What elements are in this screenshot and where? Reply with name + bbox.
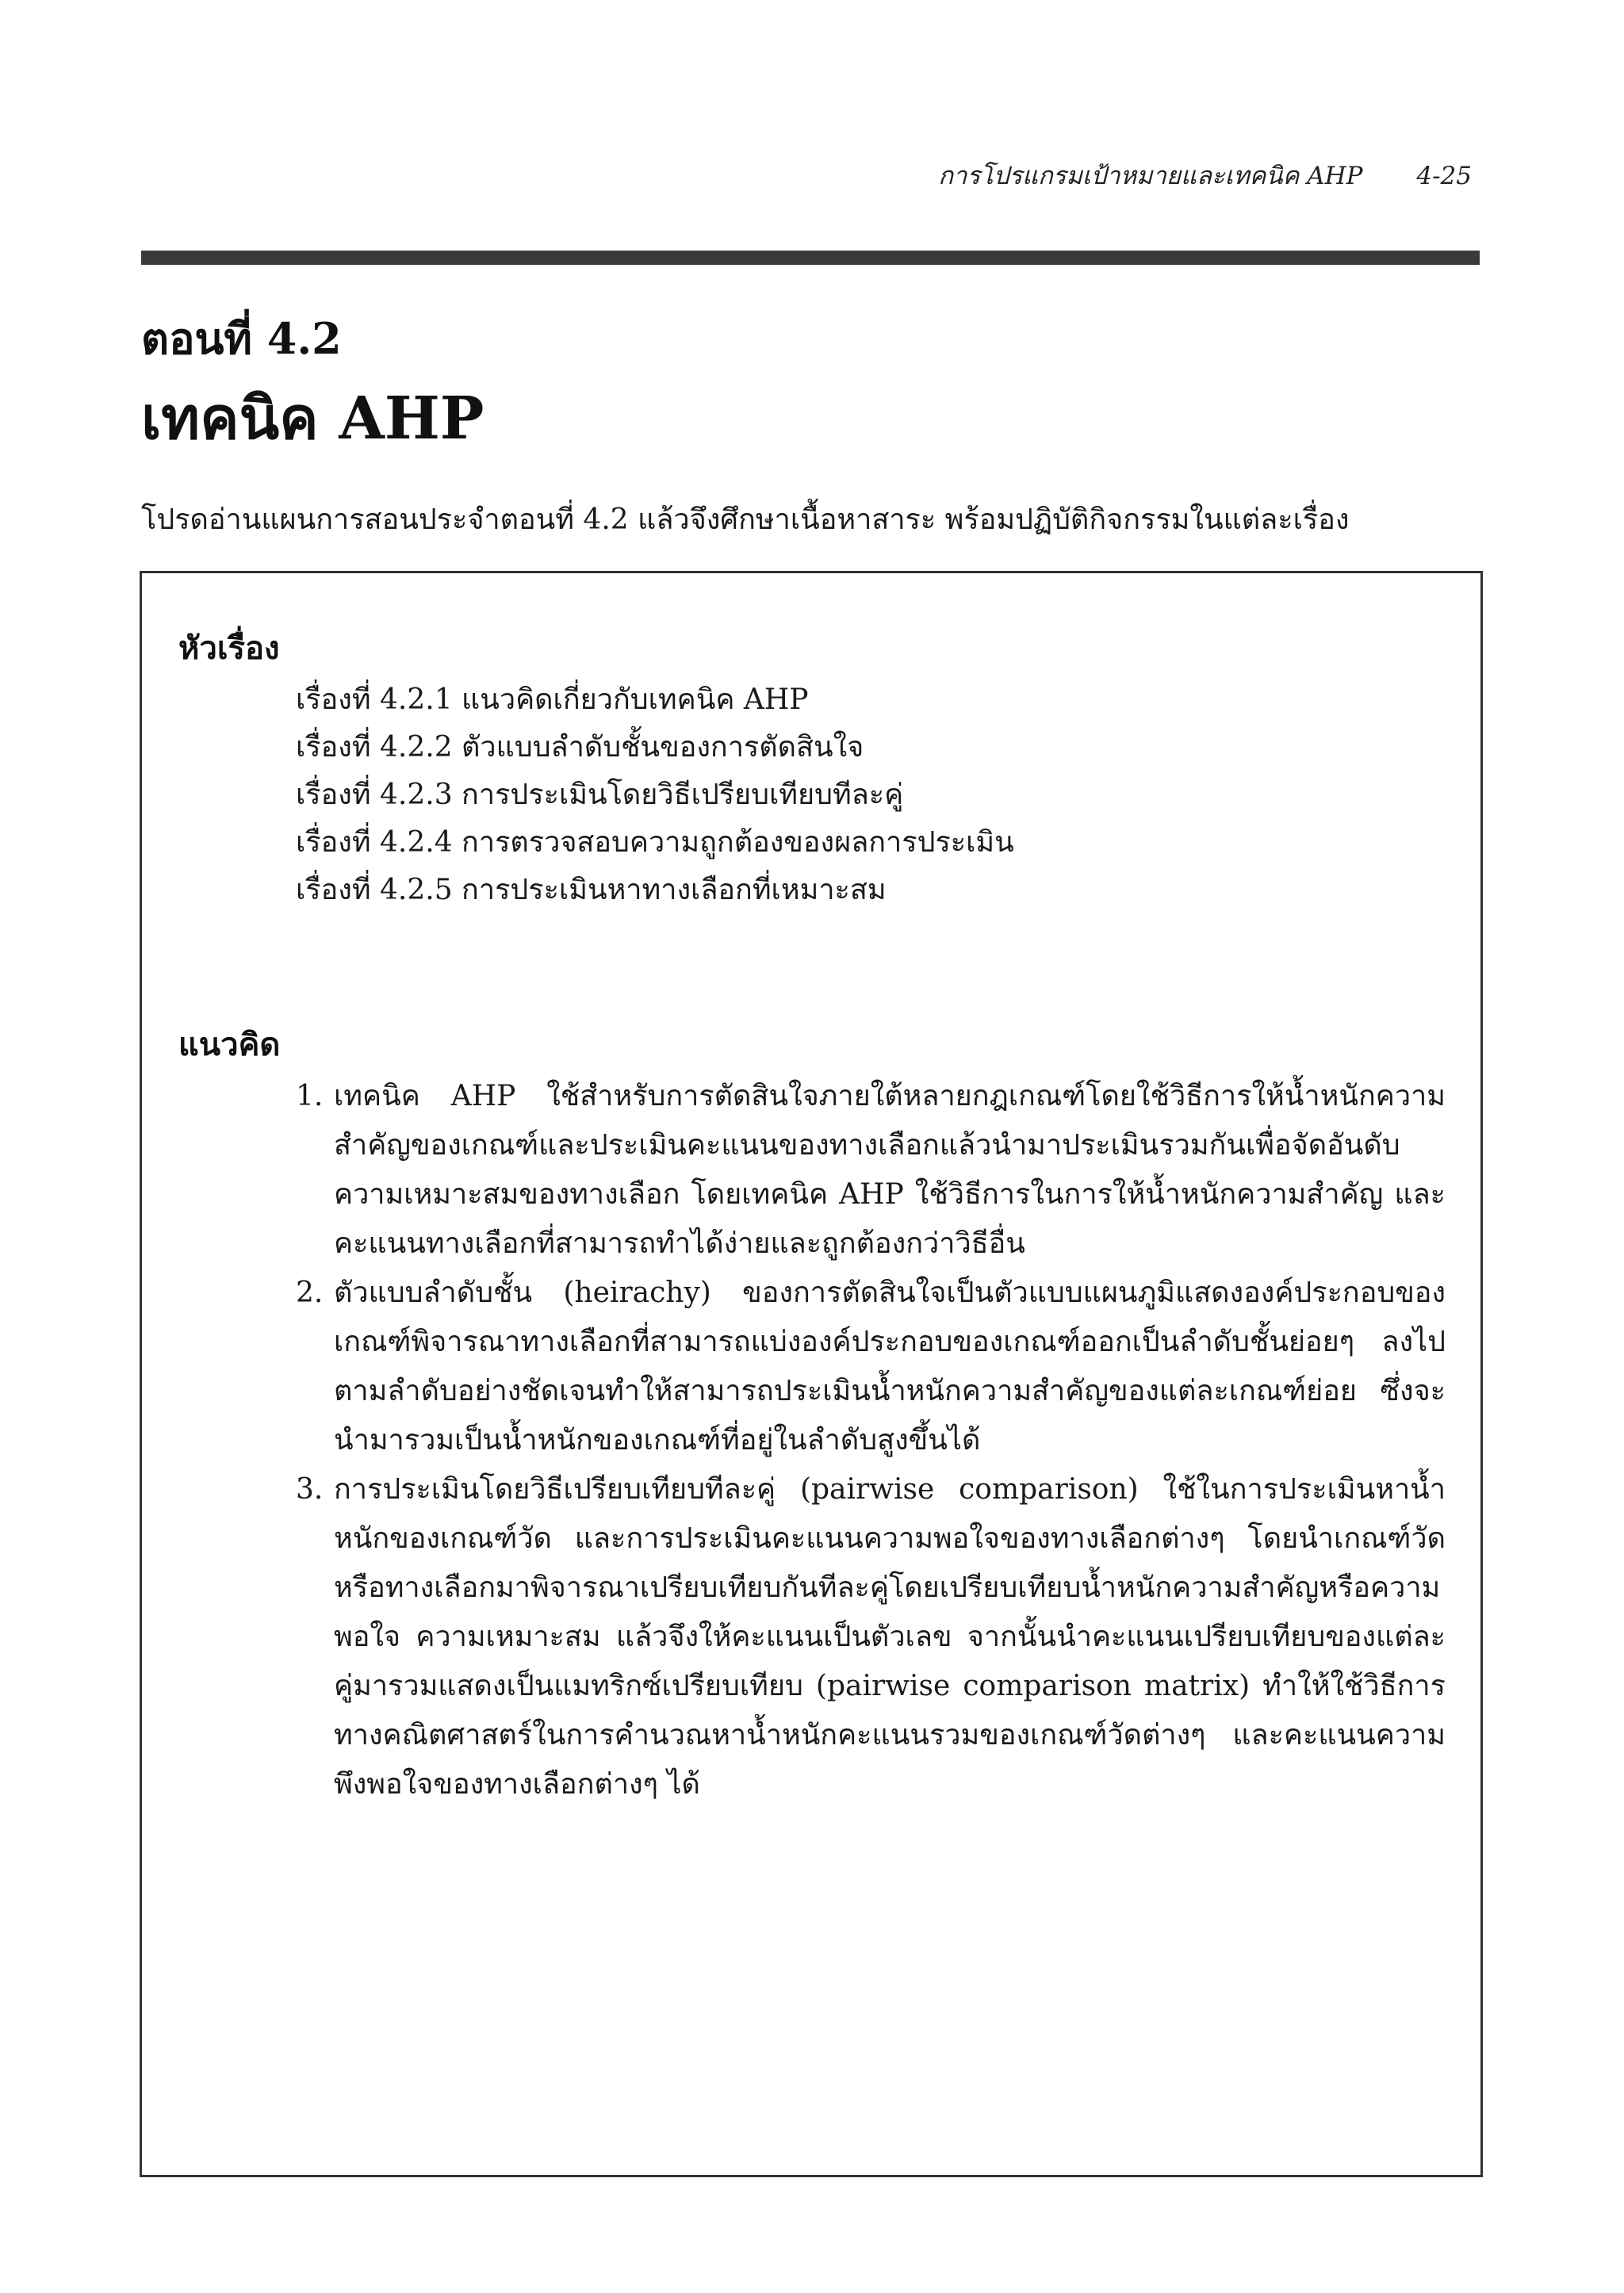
concepts-heading: แนวคิด: [178, 1026, 281, 1063]
concept-number: 2.: [296, 1277, 324, 1309]
concept-number: 1.: [296, 1080, 324, 1112]
concept-item: [296, 1465, 1446, 1809]
topics-heading: หัวเรื่อง: [178, 630, 280, 667]
concept-text: เทคนิค AHP ใช้สำหรับการตัดสินใจภายใต้หลายกฎเกณฑ์โดยใช้วิธีการให้น้ำหนักความสำคัญของเกณฑ์และประเมินคะแนนของทางเลือกแล้วนำมาประเมินรวมกันเพื่อจัดอันดับความเหมาะสมของทางเลือก โดยเทคนิค AHP ใช้วิธีการในการให้น้ำหนักความสำคัญ และคะแนนทางเลือกที่สามารถทำได้ง่ายและถูกต้องกว่าวิธีอื่น: [334, 1080, 1446, 1260]
concept-text: การประเมินโดยวิธีเปรียบเทียบทีละคู่ (pairwise comparison) ใช้ในการประเมินหาน้ำหนักของเกณฑ์วัด และการประเมินคะแนนความพอใจของทางเลือกต่างๆ โดยนำเกณฑ์วัดหรือทางเลือกมาพิจารณาเปรียบเทียบกันทีละคู่โดยเปรียบเทียบน้ำหนักความสำคัญหรือความพอใจ ความเหมาะสม แล้วจึงให้คะแนนเป็นตัวเลข จากนั้นนำคะแนนเปรียบเทียบของแต่ละคู่มารวมแสดงเป็นแมทริกซ์เปรียบเทียบ (pairwise comparison matrix) ทำให้ใช้วิธีการทางคณิตศาสตร์ในการคำนวณหาน้ำหนักคะแนนรวมของเกณฑ์วัดต่างๆ และคะแนนความพึงพอใจของทางเลือกต่างๆ ได้: [334, 1473, 1446, 1801]
topic-item: เรื่องที่ 4.2.5 การประเมินหาทางเลือกที่เหมาะสม: [296, 874, 887, 906]
section-title: เทคนิค AHP: [141, 385, 485, 453]
concept-item: [296, 1072, 1446, 1269]
topic-item: เรื่องที่ 4.2.2 ตัวแบบลำดับชั้นของการตัดสินใจ: [296, 731, 864, 764]
concept-number: 3.: [296, 1473, 324, 1506]
topic-item: เรื่องที่ 4.2.1 แนวคิดเกี่ยวกับเทคนิค AHP: [296, 683, 809, 716]
topic-item: เรื่องที่ 4.2.3 การประเมินโดยวิธีเปรียบเทียบทีละคู่: [296, 779, 904, 811]
page-number: 4-25: [1416, 162, 1472, 190]
topics-list: [296, 676, 1014, 914]
content-box: [140, 571, 1483, 2177]
running-header-title: การโปรแกรมเป้าหมายและเทคนิค AHP: [938, 162, 1363, 190]
concept-text: ตัวแบบลำดับชั้น (heirachy) ของการตัดสินใจเป็นตัวแบบแผนภูมิแสดงองค์ประกอบของเกณฑ์พิจารณาทางเลือกที่สามารถแบ่งองค์ประกอบของเกณฑ์ออกเป็นลำดับชั้นย่อยๆ ลงไปตามลำดับอย่างชัดเจนทำให้สามารถประเมินน้ำหนักความสำคัญของแต่ละเกณฑ์ย่อย ซึ่งจะนำมารวมเป็นน้ำหนักของเกณฑ์ที่อยู่ในลำดับสูงขึ้นได้: [334, 1277, 1446, 1457]
section-label: ตอนที่ 4.2: [141, 313, 342, 364]
header-divider: [141, 251, 1480, 265]
section-intro: โปรดอ่านแผนการสอนประจำตอนที่ 4.2 แล้วจึงศึกษาเนื้อหาสาระ พร้อมปฏิบัติกิจกรรมในแต่ละเรื่อง: [141, 503, 1350, 536]
topic-item: เรื่องที่ 4.2.4 การตรวจสอบความถูกต้องของผลการประเมิน: [296, 826, 1014, 859]
running-header: [938, 155, 1472, 195]
concepts-list: [296, 1072, 1446, 1809]
concept-item: [296, 1269, 1446, 1465]
